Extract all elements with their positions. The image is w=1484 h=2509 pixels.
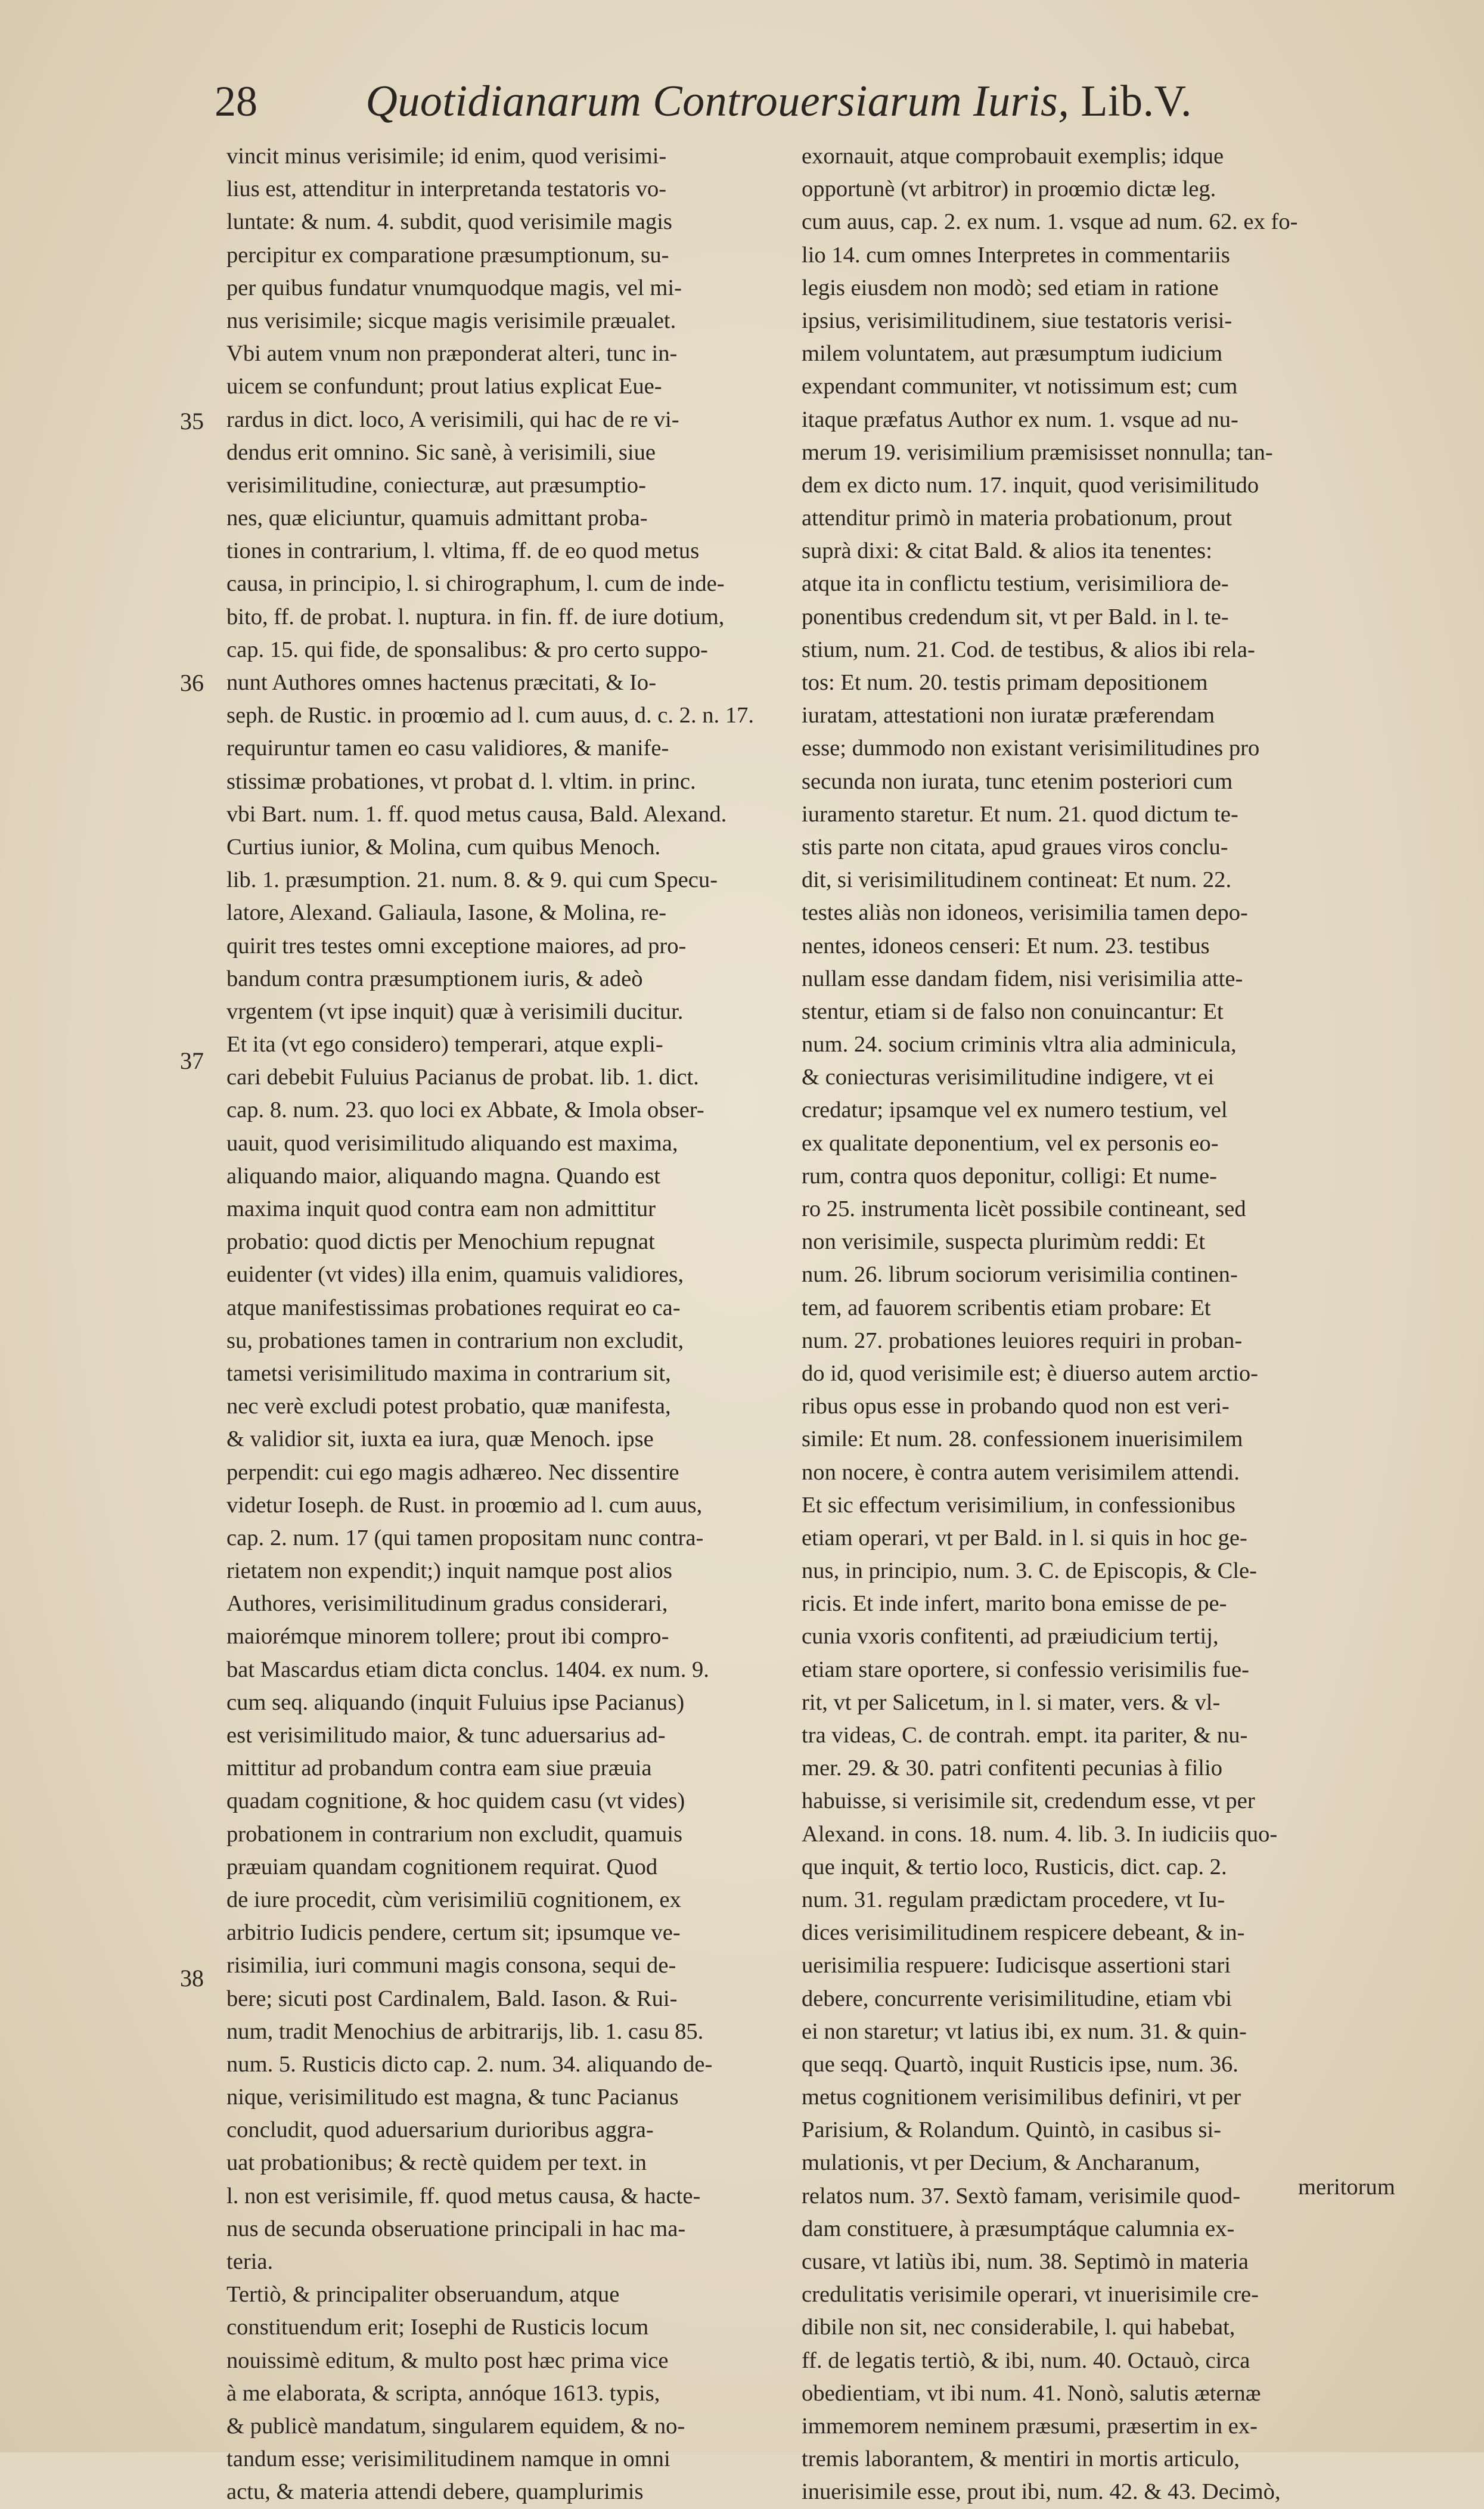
text-line: Et ita (vt ego considero) temperari, atque expli-	[226, 1032, 663, 1057]
text-line: Authores, verisimilitudinum gradus considerari,	[226, 1591, 668, 1617]
text-line: legis eiusdem non modò; sed etiam in ratione	[802, 275, 1219, 300]
text-line: obedientiam, vt ibi num. 41. Nonò, salutis æternæ	[802, 2380, 1261, 2406]
text-line: dices verisimilitudinem respicere debeant, & in-	[802, 1920, 1245, 1946]
text-line: metus cognitionem verisimilibus definiri, vt per	[802, 2085, 1241, 2110]
text-line: vrgentem (vt ipse inquit) quæ à verisimili ducitur.	[226, 998, 684, 1024]
text-line: probationem in contrarium non excludit, quamuis	[226, 1821, 682, 1847]
text-line: dam constituere, à præsumptáque calumnia ex-	[802, 2216, 1235, 2241]
text-line: vincit minus verisimile; id enim, quod verisimi-	[226, 144, 667, 169]
text-line: num. 24. socium criminis vltra alia adminicula,	[802, 1032, 1237, 1057]
text-line: dem ex dicto num. 17. inquit, quod verisimilitudo	[802, 472, 1259, 498]
text-line: & validior sit, iuxta ea iura, quæ Menoch. ipse	[226, 1426, 654, 1452]
text-line: simile: Et num. 28. confessionem inuerisimilem	[802, 1426, 1243, 1452]
text-line: ribus opus esse in probando quod non est veri-	[802, 1394, 1230, 1419]
text-line: atque ita in conflictu testium, verisimiliora de-	[802, 571, 1229, 597]
text-line: non nocere, è contra autem verisimilem attendi.	[802, 1459, 1240, 1485]
text-line: nus, in principio, num. 3. C. de Episcopis, & Cle-	[802, 1558, 1258, 1584]
text-line: tra videas, C. de contrah. empt. ita pariter, & nu-	[802, 1723, 1248, 1748]
text-line: Vbi autem vnum non præponderat alteri, tunc in-	[226, 341, 678, 367]
text-line: Curtius iunior, & Molina, cum quibus Menoch.	[226, 834, 661, 860]
text-line: num. 26. librum sociorum verisimilia continen-	[802, 1262, 1238, 1288]
text-line: attenditur primò in materia probationum, prout	[802, 505, 1232, 531]
text-line: ff. de legatis tertiò, & ibi, num. 40. Octauò, circa	[802, 2347, 1250, 2373]
text-line: & publicè mandatum, singularem equidem, & no-	[226, 2413, 685, 2439]
text-line: per quibus fundatur vnumquodque magis, vel mi-	[226, 275, 682, 300]
text-line: cap. 8. num. 23. quo loci ex Abbate, & Imola obser-	[226, 1097, 704, 1123]
text-line: uauit, quod verisimilitudo aliquando est maxima,	[226, 1130, 678, 1156]
text-line: uicem se confundunt; prout latius explicat Eue-	[226, 374, 662, 399]
text-line: nentes, idoneos censeri: Et num. 23. testibus	[802, 933, 1210, 959]
text-line: percipitur ex comparatione præsumptionum, su-	[226, 242, 669, 268]
catchword: meritorum	[1298, 2175, 1395, 2200]
text-line: testes aliàs non idoneos, verisimilia tamen depo-	[802, 900, 1248, 926]
text-line: vbi Bart. num. 1. ff. quod metus causa, Bald. Alexand.	[226, 801, 727, 827]
page-header	[215, 72, 1192, 137]
text-line: euidenter (vt vides) illa enim, quamuis validiores,	[226, 1262, 684, 1288]
text-line: causa, in principio, l. si chirographum, l. cum de inde-	[226, 571, 725, 597]
text-line: risimilia, iuri communi magis consona, sequi de-	[226, 1953, 676, 1978]
text-line: su, probationes tamen in contrarium non excludit,	[226, 1328, 684, 1353]
text-line: dendus erit omnino. Sic sanè, à verisimili, siue	[226, 439, 656, 465]
text-line: nique, verisimilitudo est magna, & tunc Pacianus	[226, 2085, 679, 2110]
text-line: iuramento staretur. Et num. 21. quod dictum te-	[802, 801, 1238, 827]
text-line: nullam esse dandam fidem, nisi verisimilia atte-	[802, 966, 1243, 991]
text-line: ricis. Et inde infert, marito bona emisse de pe-	[802, 1591, 1227, 1617]
text-line: immemorem neminem præsumi, præsertim in ex-	[802, 2413, 1258, 2439]
text-line: mulationis, vt per Decium, & Ancharanum,	[802, 2150, 1200, 2176]
text-line: do id, quod verisimile est; è diuerso autem arctio-	[802, 1360, 1259, 1386]
text-line: luntate: & num. 4. subdit, quod verisimile magis	[226, 209, 672, 235]
text-line: cunia vxoris confitenti, ad præiudicium tertij,	[802, 1624, 1219, 1649]
text-line: cum auus, cap. 2. ex num. 1. vsque ad num. 62. ex fo-	[802, 209, 1298, 235]
text-line: credatur; ipsamque vel ex numero testium, vel	[802, 1097, 1228, 1123]
text-line: tiones in contrarium, l. vltima, ff. de eo quod metus	[226, 538, 700, 564]
text-line: rum, contra quos deponitur, colligi: Et nume-	[802, 1163, 1218, 1189]
text-line: requiruntur tamen eo casu validiores, & manife-	[226, 736, 669, 761]
text-line: Tertiò, & principaliter obseruandum, atque	[226, 2282, 620, 2308]
text-line: nouissimè editum, & multo post hæc prima vice	[226, 2347, 669, 2373]
text-line: bat Mascardus etiam dicta conclus. 1404. ex num. 9.	[226, 1657, 709, 1682]
text-line: etiam stare oportere, si confessio verisimilis fue-	[802, 1657, 1249, 1682]
text-line: ro 25. instrumenta licèt possibile contineant, sed	[802, 1196, 1246, 1221]
text-line: maxima inquit quod contra eam non admittitur	[226, 1196, 656, 1221]
text-line: que inquit, & tertio loco, Rusticis, dict. cap. 2.	[802, 1854, 1227, 1880]
text-line: dit, si verisimilitudinem contineat: Et num. 22.	[802, 867, 1232, 893]
text-line: aliquando maior, aliquando magna. Quando est	[226, 1163, 661, 1189]
text-line: præuiam quandam cognitionem requirat. Quod	[226, 1854, 658, 1880]
right-text-column	[802, 140, 1374, 2509]
text-line: probatio: quod dictis per Menochium repugnat	[226, 1229, 655, 1255]
text-line: tem, ad fauorem scribentis etiam probare: Et	[802, 1295, 1211, 1320]
text-line: constituendum erit; Iosephi de Rusticis locum	[226, 2315, 649, 2340]
text-line: à me elaborata, & scripta, annóque 1613. typis,	[226, 2380, 660, 2406]
text-line: cari debebit Fuluius Pacianus de probat. lib. 1. dict.	[226, 1065, 699, 1090]
text-line: perpendit: cui ego magis adhæreo. Nec dissentire	[226, 1459, 679, 1485]
text-line: ponentibus credendum sit, vt per Bald. in l. te-	[802, 604, 1229, 629]
text-line: quirit tres testes omni exceptione maiores, ad pro-	[226, 933, 687, 959]
text-line: rietatem non expendit;) inquit namque post alios	[226, 1558, 672, 1584]
text-line: l. non est verisimile, ff. quod metus causa, & hacte-	[226, 2183, 701, 2209]
text-line: actu, & materia attendi debere, quamplurimis	[226, 2479, 644, 2505]
text-line: arbitrio Iudicis pendere, certum sit; ipsumque ve-	[226, 1920, 681, 1946]
text-line: itaque præfatus Author ex num. 1. vsque ad nu-	[802, 407, 1238, 432]
text-line: stissimæ probationes, vt probat d. l. vltim. in princ.	[226, 768, 696, 794]
text-line: uat probationibus; & rectè quidem per text. in	[226, 2150, 647, 2176]
text-line: relatos num. 37. Sextò famam, verisimile quod-	[802, 2183, 1241, 2209]
text-line: quadam cognitione, & hoc quidem casu (vt vides)	[226, 1788, 685, 1814]
text-line: tandum esse; verisimilitudinem namque in omni	[226, 2446, 670, 2472]
running-title-text: Quotidianarum Controuersiarum Iuris,	[365, 77, 1070, 126]
text-line: concludit, quod aduersarium durioribus aggra-	[226, 2117, 654, 2143]
text-line: mittitur ad probandum contra eam siue præuia	[226, 1756, 652, 1781]
margin-number: 36	[180, 669, 204, 696]
text-line: videtur Ioseph. de Rust. in proœmio ad l. cum auus,	[226, 1492, 703, 1518]
text-line: iuratam, attestationi non iuratæ præferendam	[802, 703, 1215, 728]
text-line: dibile non sit, nec considerabile, l. qui habebat,	[802, 2315, 1235, 2340]
text-line: num. 27. probationes leuiores requiri in proban-	[802, 1328, 1243, 1353]
text-line: non verisimile, suspecta plurimùm reddi: Et	[802, 1229, 1206, 1255]
text-line: que seqq. Quartò, inquit Rusticis ipse, num. 36.	[802, 2051, 1238, 2077]
margin-number: 38	[180, 1965, 204, 1992]
text-line: verisimilitudine, coniecturæ, aut præsumptio-	[226, 472, 646, 498]
text-line: teria.	[226, 2249, 274, 2274]
text-line: ipsius, verisimilitudinem, siue testatoris verisi-	[802, 308, 1232, 333]
text-line: & coniecturas verisimilitudine indigere, vt ei	[802, 1065, 1215, 1090]
text-line: num. 31. regulam prædictam procedere, vt Iu-	[802, 1887, 1225, 1912]
text-line: suprà dixi: & citat Bald. & alios ita tenentes:	[802, 538, 1212, 564]
text-line: rardus in dict. loco, A verisimili, qui hac de re vi-	[226, 407, 679, 432]
text-line: debere, concurrente verisimilitudine, etiam vbi	[802, 1986, 1232, 2011]
text-line: Et sic effectum verisimilium, in confessionibus	[802, 1492, 1235, 1518]
text-line: de iure procedit, cùm verisimiliū cognitionem, ex	[226, 1887, 681, 1912]
text-line: nes, quæ eliciuntur, quamuis admittant proba-	[226, 505, 648, 531]
page-number: 28	[215, 77, 257, 125]
text-line: habuisse, si verisimile sit, credendum esse, vt per	[802, 1788, 1255, 1814]
left-text-column	[226, 140, 799, 2509]
text-line: tremis laborantem, & mentiri in mortis articulo,	[802, 2446, 1240, 2472]
text-line: ex qualitate deponentium, vel ex personis eo-	[802, 1130, 1219, 1156]
text-line: tametsi verisimilitudo maxima in contrarium sit,	[226, 1360, 671, 1386]
text-line: rit, vt per Salicetum, in l. si mater, vers. & vl-	[802, 1689, 1221, 1715]
text-line: cap. 2. num. 17 (qui tamen propositam nunc contra-	[226, 1525, 704, 1550]
text-line: nus verisimile; sicque magis verisimile præualet.	[226, 308, 676, 333]
text-line: atque manifestissimas probationes requirat eo ca-	[226, 1295, 681, 1320]
text-line: milem voluntatem, aut præsumptum iudicium	[802, 341, 1223, 367]
text-line: credulitatis verisimile operari, vt inuerisimile cre-	[802, 2282, 1259, 2308]
text-line: lib. 1. præsumption. 21. num. 8. & 9. qui cum Specu-	[226, 867, 718, 893]
text-line: cum seq. aliquando (inquit Fuluius ipse Pacianus)	[226, 1689, 685, 1715]
text-line: cap. 15. qui fide, de sponsalibus: & pro certo suppo-	[226, 637, 708, 662]
text-line: latore, Alexand. Galiaula, Iasone, & Molina, re-	[226, 900, 667, 926]
text-line: mer. 29. & 30. patri confitenti pecunias à filio	[802, 1756, 1223, 1781]
text-line: lio 14. cum omnes Interpretes in commentariis	[802, 242, 1230, 268]
text-line: inuerisimile esse, prout ibi, num. 42. & 43. Decimò,	[802, 2479, 1281, 2505]
text-line: etiam operari, vt per Bald. in l. si quis in hoc ge-	[802, 1525, 1247, 1550]
running-title	[365, 72, 1192, 131]
book-number: Lib.V.	[1081, 77, 1192, 126]
margin-number: 37	[180, 1047, 204, 1074]
text-line: secunda non iurata, tunc etenim posteriori cum	[802, 768, 1233, 794]
text-line: maiorémque minorem tollere; prout ibi compro-	[226, 1624, 669, 1649]
text-line: esse; dummodo non existant verisimilitudines pro	[802, 736, 1260, 761]
text-line: cusare, vt latiùs ibi, num. 38. Septimò in materia	[802, 2249, 1249, 2274]
text-line: Alexand. in cons. 18. num. 4. lib. 3. In iudiciis quo-	[802, 1821, 1278, 1847]
text-line: nunt Authores omnes hactenus præcitati, & Io-	[226, 670, 657, 695]
text-line: lius est, attenditur in interpretanda testatoris vo-	[226, 176, 667, 202]
text-line: stium, num. 21. Cod. de testibus, & alios ibi rela-	[802, 637, 1255, 662]
text-line: expendant communiter, vt notissimum est; cum	[802, 374, 1238, 399]
text-line: num, tradit Menochius de arbitrarijs, lib. 1. casu 85.	[226, 2018, 704, 2044]
text-line: bere; sicuti post Cardinalem, Bald. Iason. & Rui-	[226, 1986, 678, 2011]
text-line: nec verè excludi potest probatio, quæ manifesta,	[226, 1394, 671, 1419]
text-line: uerisimilia respuere: Iudicisque assertioni stari	[802, 1953, 1231, 1978]
text-line: opportunè (vt arbitror) in proœmio dictæ leg.	[802, 176, 1216, 202]
text-line: stis parte non citata, apud graues viros conclu-	[802, 834, 1228, 860]
text-line: merum 19. verisimilium præmisisset nonnulla; tan-	[802, 439, 1273, 465]
text-line: bandum contra præsumptionem iuris, & adeò	[226, 966, 643, 991]
text-line: tos: Et num. 20. testis primam depositionem	[802, 670, 1208, 695]
margin-number: 35	[180, 408, 204, 435]
text-line: bito, ff. de probat. l. nuptura. in fin. ff. de iure dotium,	[226, 604, 725, 629]
text-line: Parisium, & Rolandum. Quintò, in casibus si-	[802, 2117, 1222, 2143]
text-line: num. 5. Rusticis dicto cap. 2. num. 34. aliquando de-	[226, 2051, 713, 2077]
text-line: est verisimilitudo maior, & tunc aduersarius ad-	[226, 1723, 666, 1748]
text-line: nus de secunda obseruatione principali in hac ma-	[226, 2216, 686, 2241]
text-line: seph. de Rustic. in proœmio ad l. cum auus, d. c. 2. n. 17.	[226, 703, 755, 728]
text-line: ei non staretur; vt latius ibi, ex num. 31. & quin-	[802, 2018, 1247, 2044]
text-line: exornauit, atque comprobauit exemplis; idque	[802, 144, 1224, 169]
text-line: stentur, etiam si de falso non conuincantur: Et	[802, 998, 1224, 1024]
